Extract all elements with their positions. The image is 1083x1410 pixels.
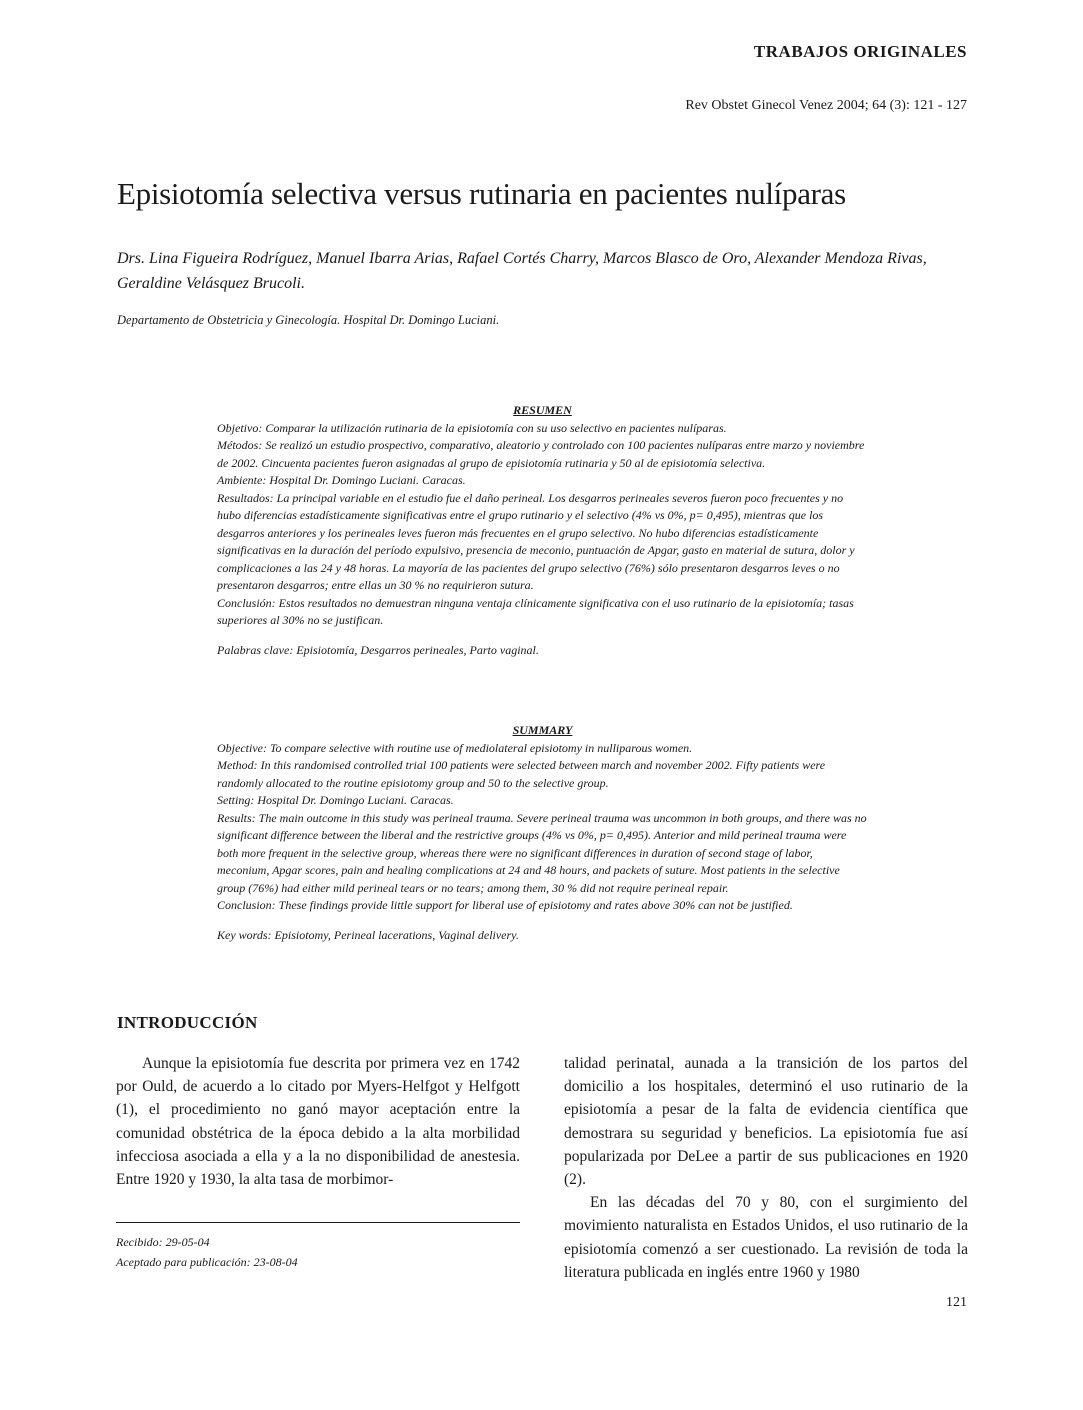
summary-results: Results: The main outcome in this study was perineal trauma. Severe perineal trauma was uncommon in both groups, and there was no significant difference between the liberal and the restrictive groups (4% vs 0%, p= 0,495). Anterior and mild perineal trauma were both more frequent in the selective group, whereas there were no significant differences in duration of second stage of labor, meconium, Apgar scores, pain and healing complications at 24 and 48 hours, and packets of suture. Most patients in the selective group (76%) had either mild perineal tears or no tears; among them, 30 % did not require perineal repair. [217, 810, 867, 895]
received-date: Recibido: 29-05-04 [116, 1235, 210, 1249]
resumen-block [217, 402, 868, 659]
footnote-divider [116, 1222, 520, 1223]
journal-citation: Rev Obstet Ginecol Venez 2004; 64 (3): 121 - 127 [685, 98, 967, 113]
accepted-date: Aceptado para publicación: 23-08-04 [116, 1255, 298, 1269]
footnote [116, 1232, 298, 1272]
intro-right-column [564, 1052, 968, 1284]
resumen-objetivo: Objetivo: Comparar la utilización rutinaria de la episiotomía con su uso selectivo en pacientes nulíparas. [217, 420, 727, 435]
summary-setting: Setting: Hospital Dr. Domingo Luciani. Caracas. [217, 793, 454, 807]
summary-method: Method: In this randomised controlled trial 100 patients were selected between march and november 2002. Fifty patients were randomly allocated to the routine episiotomy group and 50 to the selective group. [217, 758, 826, 790]
page-number: 121 [946, 1295, 967, 1310]
section-label: TRABAJOS ORIGINALES [753, 42, 967, 61]
resumen-ambiente: Ambiente: Hospital Dr. Domingo Luciani. Caracas. [217, 473, 466, 487]
intro-paragraph: En las décadas del 70 y 80, con el surgimiento del movimiento naturalista en Estados Unidos, el uso rutinario de la episiotomía comenzó a ser cuestionado. La revisión de toda la literatura publicada en inglés entre 1960 y 1980 [564, 1194, 968, 1281]
summary-heading: SUMMARY [512, 723, 573, 737]
resumen-keywords: Palabras clave: Episiotomía, Desgarros perineales, Parto vaginal. [217, 642, 539, 657]
affiliation: Departamento de Obstetricia y Ginecología. Hospital Dr. Domingo Luciani. [117, 313, 500, 327]
resumen-conclusion: Conclusión: Estos resultados no demuestran ninguna ventaja clínicamente significativa con el uso rutinario de la episiotomía; tasas superiores al 30% no se justifican. [217, 595, 854, 627]
summary-block [217, 722, 868, 944]
introduction-heading: INTRODUCCIÓN [117, 1013, 258, 1032]
summary-objective: Objective: To compare selective with routine use of mediolateral episiotomy in nulliparous women. [217, 740, 693, 755]
intro-paragraph: talidad perinatal, aunada a la transición de los partos del domicilio a los hospitales, determinó el uso rutinario de la episiotomía a pesar de la falta de evidencia científica que demostrara su seguridad y beneficios. La episiotomía fue así popularizada por DeLee a partir de sus publicaciones en 1920 (2). [564, 1055, 968, 1189]
article-title: Episiotomía selectiva versus rutinaria en pacientes nulíparas [117, 176, 846, 211]
author-list: Drs. Lina Figueira Rodríguez, Manuel Ibarra Arias, Rafael Cortés Charry, Marcos Blasco de Oro, Alexander Mendoza Rivas, Geraldine Velásquez Brucoli. [117, 250, 927, 292]
resumen-heading: RESUMEN [513, 403, 572, 417]
summary-conclusion: Conclusion: These findings provide little support for liberal use of episiotomy and rates above 30% can not be justified. [217, 898, 793, 912]
resumen-resultados: Resultados: La principal variable en el estudio fue el daño perineal. Los desgarros perineales severos fueron poco frecuentes y no hubo diferencias estadísticamente significativas entre el grupo rutinario y el selectivo (4% vs 0%, p= 0,495), mientras que los desgarros anteriores y los perineales leves fueron más frecuentes en el grupo selectivo. No hubo diferencias estadísticamente significativas en la duración del período expulsivo, presencia de meconio, puntuación de Apgar, gasto en material de sutura, dolor y complicaciones a las 24 y 48 horas. La mayoría de las pacientes del grupo selectivo (76%) sólo presentaron desgarros leves o no presentaron desgarros; entre ellas un 30 % no requirieron sutura. [217, 490, 855, 592]
intro-left-column [116, 1052, 520, 1191]
summary-keywords: Key words: Episiotomy, Perineal lacerations, Vaginal delivery. [217, 927, 519, 942]
intro-paragraph: Aunque la episiotomía fue descrita por primera vez en 1742 por Ould, de acuerdo a lo citado por Myers-Helfgot y Helfgott (1), el procedimiento no ganó mayor aceptación entre la comunidad obstétrica de la época debido a la alta morbilidad infecciosa asociada a ella y a la no disponibilidad de anestesia. Entre 1920 y 1930, la alta tasa de morbimor- [116, 1055, 520, 1189]
resumen-metodos: Métodos: Se realizó un estudio prospectivo, comparativo, aleatorio y controlado con 100 pacientes nulíparas entre marzo y noviembre de 2002. Cincuenta pacientes fueron asignadas al grupo de episiotomía rutinaria y 50 al de episiotomía selectiva. [217, 438, 865, 470]
